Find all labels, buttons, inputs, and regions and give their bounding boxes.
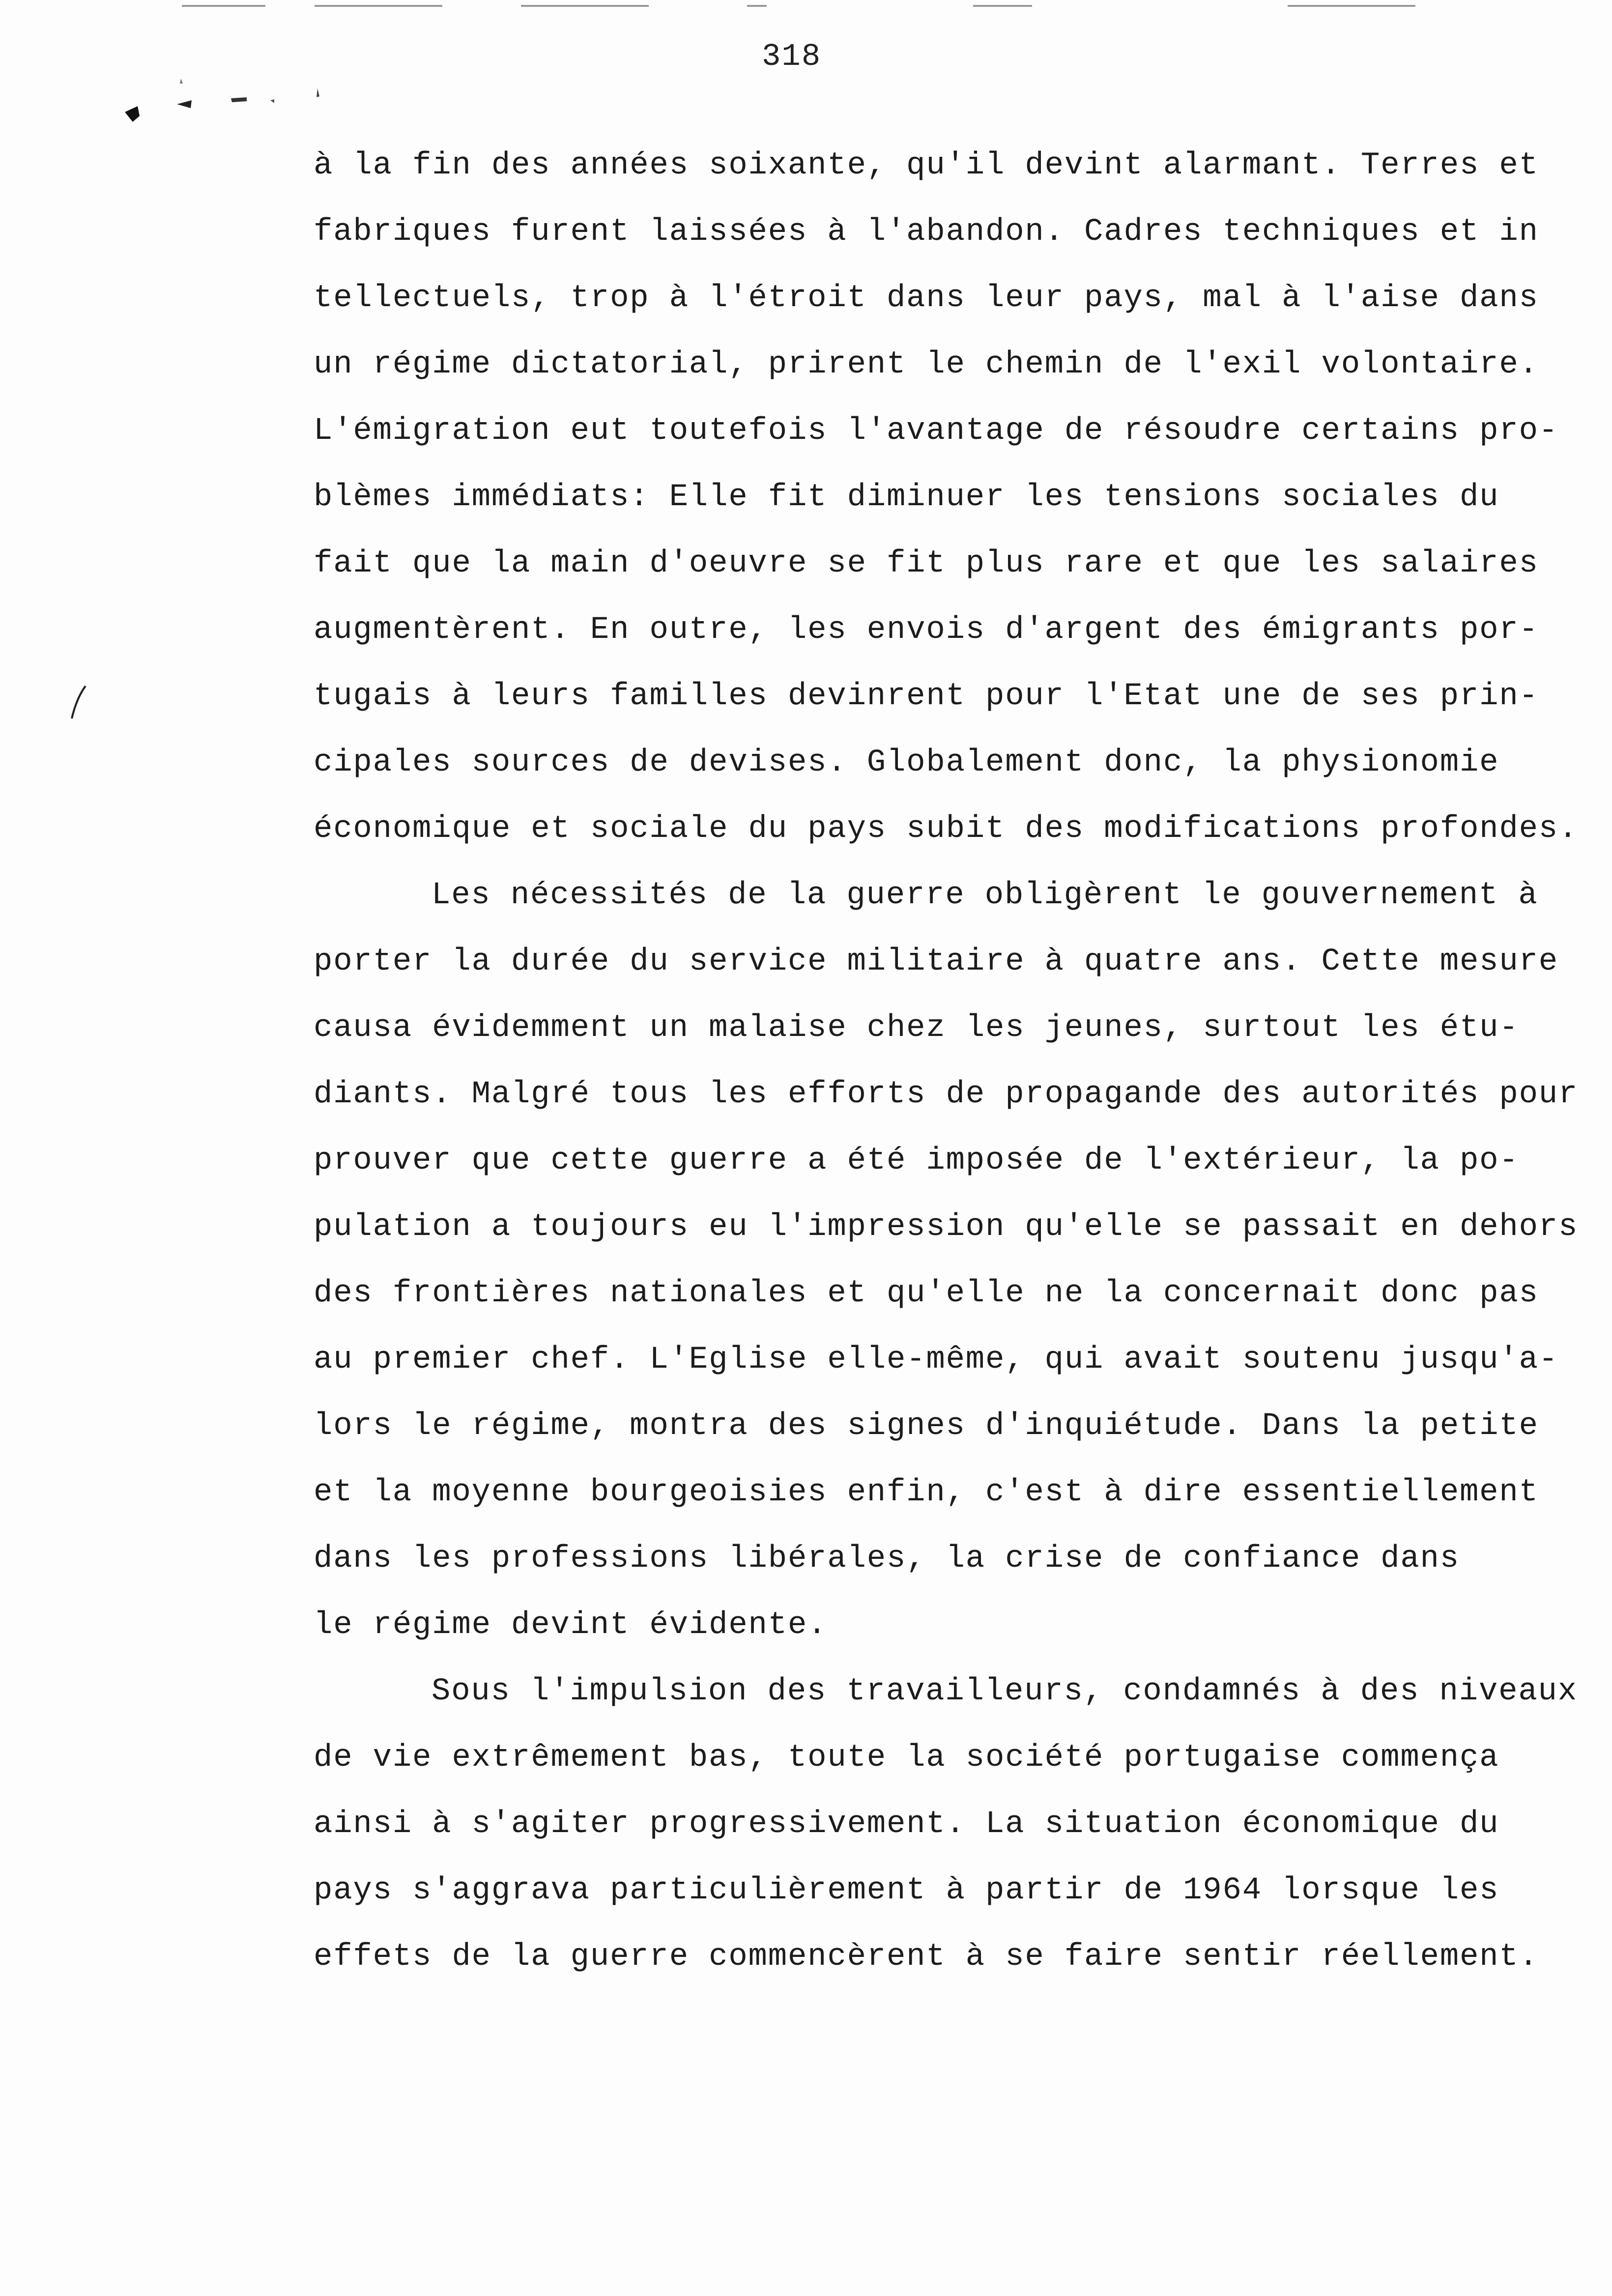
text-line: augmentèrent. En outre, les envois d'argent des émigrants por- [314,612,1539,648]
text-line: des frontières nationales et qu'elle ne la concernait donc pas [314,1276,1539,1311]
top-edge-mark [521,5,649,7]
text-line: cipales sources de devises. Globalement donc, la physionomie [314,745,1499,780]
text-line: tellectuels, trop à l'étroit dans leur pays, mal à l'aise dans [314,281,1539,316]
ink-specks [118,69,324,128]
top-edge-mark [1288,5,1415,7]
top-edge-mark [315,5,442,7]
text-line: Les nécessités de la guerre obligèrent le gouvernement à [432,878,1538,913]
top-edge-mark [747,5,767,7]
text-line: pulation a toujours eu l'impression qu'elle se passait en dehors [314,1209,1579,1245]
top-edge-mark [182,5,265,7]
text-line: pays s'aggrava particulièrement à partir de 1964 lorsque les [314,1873,1499,1908]
text-line: L'émigration eut toutefois l'avantage de résoudre certains pro- [314,413,1558,449]
text-line: un régime dictatorial, prirent le chemin de l'exil volontaire. [314,347,1539,382]
text-line: dans les professions libérales, la crise de confiance dans [314,1541,1460,1577]
text-line: économique et sociale du pays subit des modifications profondes. [314,811,1579,847]
text-line: fait que la main d'oeuvre se fit plus rare et que les salaires [314,546,1539,581]
text-line: de vie extrêmement bas, toute la société portugaise commença [314,1740,1499,1776]
top-edge-mark [973,5,1032,7]
text-line: au premier chef. L'Eglise elle-même, qui avait soutenu jusqu'a- [314,1342,1558,1378]
text-line: effets de la guerre commencèrent à se faire sentir réellement. [314,1939,1539,1975]
text-line: fabriques furent laissées à l'abandon. Cadres techniques et in [314,214,1539,250]
text-line: diants. Malgré tous les efforts de propagande des autorités pour [314,1077,1579,1112]
text-line: porter la durée du service militaire à quatre ans. Cette mesure [314,944,1558,979]
text-line: ainsi à s'agiter progressivement. La situation économique du [314,1807,1499,1842]
page-number: 318 [762,39,822,75]
text-line: lors le régime, montra des signes d'inquiétude. Dans la petite [314,1408,1539,1444]
text-line: tugais à leurs familles devinrent pour l'Etat une de ses prin- [314,679,1539,714]
typed-text-body [314,133,1582,1990]
text-line: Sous l'impulsion des travailleurs, condamnés à des niveaux [432,1674,1578,1709]
text-line: à la fin des années soixante, qu'il devint alarmant. Terres et [314,148,1539,183]
text-line: le régime devint évidente. [314,1607,828,1643]
margin-pen-mark [69,683,88,722]
text-line: causa évidemment un malaise chez les jeunes, surtout les étu- [314,1010,1519,1046]
text-line: et la moyenne bourgeoisies enfin, c'est à dire essentiellement [314,1475,1539,1510]
text-line: prouver que cette guerre a été imposée de l'extérieur, la po- [314,1143,1519,1178]
text-line: blèmes immédiats: Elle fit diminuer les tensions sociales du [314,480,1499,515]
